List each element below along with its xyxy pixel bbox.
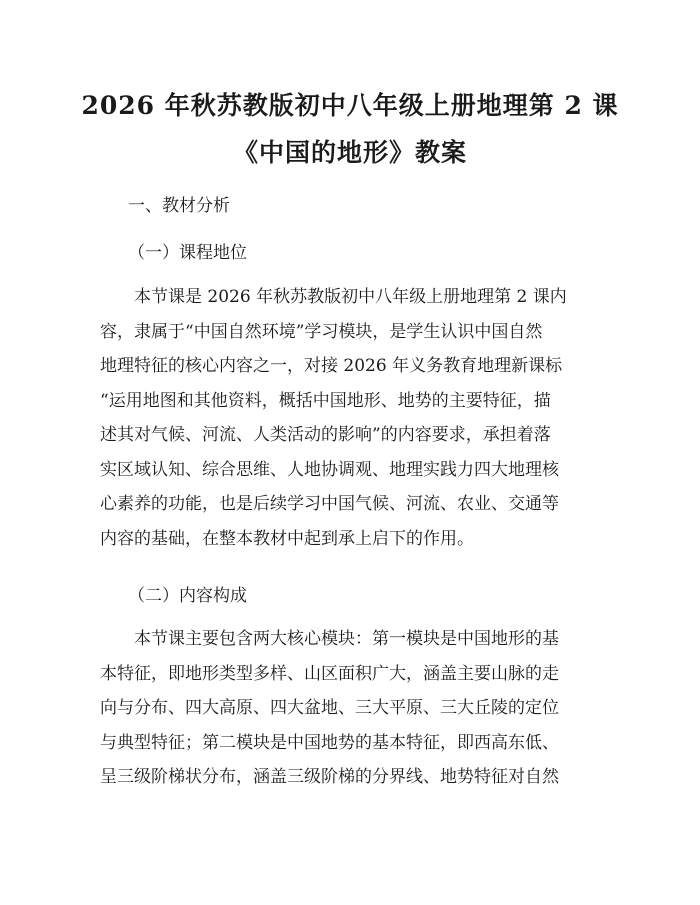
document-title-line-2: 《中国的地形》教案 [232,138,467,167]
paragraph-line: 向与分布、四大高原、四大盆地、三大平原、三大丘陵的定位 [100,698,559,718]
paragraph-line: 地理特征的核心内容之一，对接 2026 年义务教育地理新课标 [100,356,563,376]
paragraph-line: 本特征，即地形类型多样、山区面积广大，涵盖主要山脉的走 [100,663,559,684]
subsection-heading-content-composition: （二）内容构成 [128,586,247,606]
section-heading-textbook-analysis: 一、教材分析 [128,196,230,216]
paragraph-course-position [100,280,600,556]
paragraph-line: 容，隶属于“中国自然环境”学习模块，是学生认识中国自然 [100,321,543,342]
document-title-line-1: 2026 年秋苏教版初中八年级上册地理第 2 课 [81,91,619,120]
paragraph-line: 内容的基础，在整本教材中起到承上启下的作用。 [100,528,474,549]
paragraph-line: 本节课主要包含两大核心模块：第一模块是中国地形的基 [134,629,559,649]
paragraph-line: “运用地图和其他资料，概括中国地形、地势的主要特征，描 [100,390,551,411]
paragraph-line: 心素养的功能，也是后续学习中国气候、河流、农业、交通等 [100,494,559,514]
paragraph-content-composition [100,622,600,795]
paragraph-line: 呈三级阶梯状分布，涵盖三级阶梯的分界线、地势特征对自然 [100,767,559,787]
paragraph-line: 述其对气候、河流、人类活动的影响”的内容要求，承担着落 [100,425,551,445]
paragraph-line: 与典型特征；第二模块是中国地势的基本特征，即西高东低、 [100,732,559,753]
paragraph-line: 实区域认知、综合思维、人地协调观、地理实践力四大地理核 [100,459,559,480]
paragraph-line: 本节课是 2026 年秋苏教版初中八年级上册地理第 2 课内 [134,287,567,307]
subsection-heading-course-position: （一）课程地位 [128,243,247,263]
